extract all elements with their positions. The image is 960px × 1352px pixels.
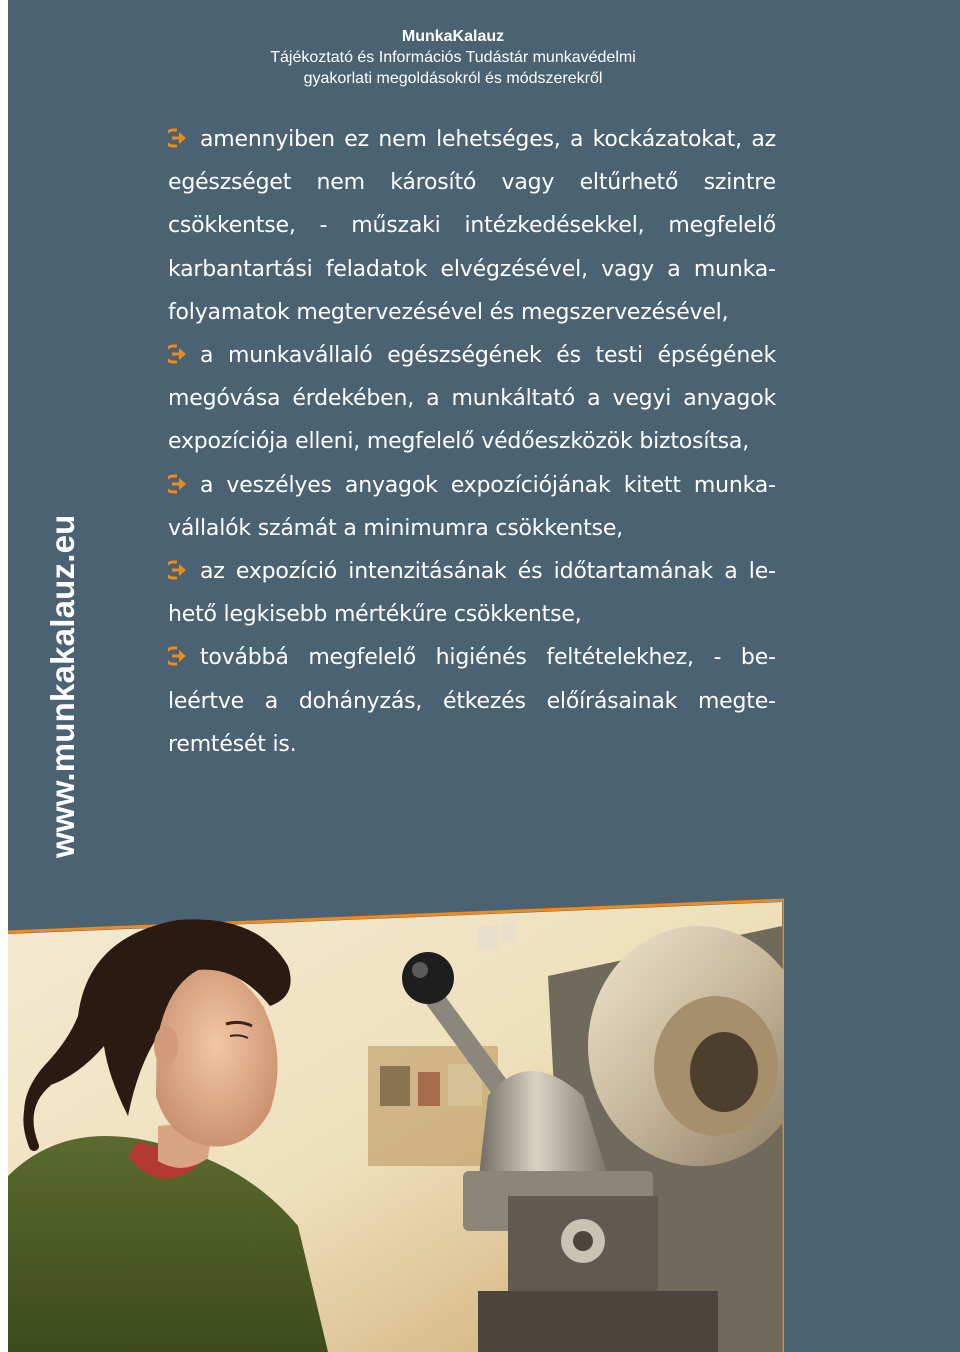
workshop-photo: [8, 896, 784, 1352]
bullet-list: [168, 118, 776, 766]
orange-arrow-icon: [168, 559, 190, 581]
orange-arrow-icon: [168, 343, 190, 365]
orange-arrow-icon: [168, 645, 190, 667]
photo-illustration: [8, 896, 784, 1352]
list-item: [168, 550, 776, 636]
header-subtitle-line-1: Tájékoztató és Információs Tudástár munkavédelmi: [270, 49, 636, 66]
list-item: [168, 636, 776, 766]
orange-arrow-icon: [168, 473, 190, 495]
list-item-text: a veszélyes anyagok expozíciójának kitett munkavállalók számát a minimumra csökkentse,: [168, 472, 776, 541]
list-item-text: az expozíció intenzitásának és időtartamának a lehető legkisebb mértékűre csökkentse,: [168, 559, 776, 628]
header-subtitle-line-2: gyakorlati megoldásokról és módszerekről: [303, 70, 603, 87]
orange-arrow-icon: [168, 127, 190, 149]
site-url-text: www.munkakalauz.eu: [44, 514, 81, 858]
brand-title: MunkaKalauz: [401, 28, 505, 45]
header: [8, 26, 898, 89]
list-item-text: a munkavállaló egészségének és testi épségének megóvása érdekében, a munkáltató a vegyi anyagok expozíciója elleni, megfelelő védőeszközök biztosítsa,: [168, 343, 776, 455]
list-item-text: továbbá megfelelő higiénés feltételekhez, - beleértve a dohányzás, étkezés előírásainak megteremtését is.: [168, 645, 776, 757]
list-item-text: amennyiben ez nem lehetséges, a kockázatokat, az egészséget nem károsító vagy eltűrhető szintre csökkentse, - műszaki intézkedésekkel, megfelelő karbantartási feladatok elvégzésével, vagy a munkafolyamatok megtervezésével és megszervezésével,: [168, 127, 776, 325]
page: [8, 0, 960, 1352]
list-item: [168, 334, 776, 464]
list-item: [168, 464, 776, 550]
list-item: [168, 118, 776, 334]
